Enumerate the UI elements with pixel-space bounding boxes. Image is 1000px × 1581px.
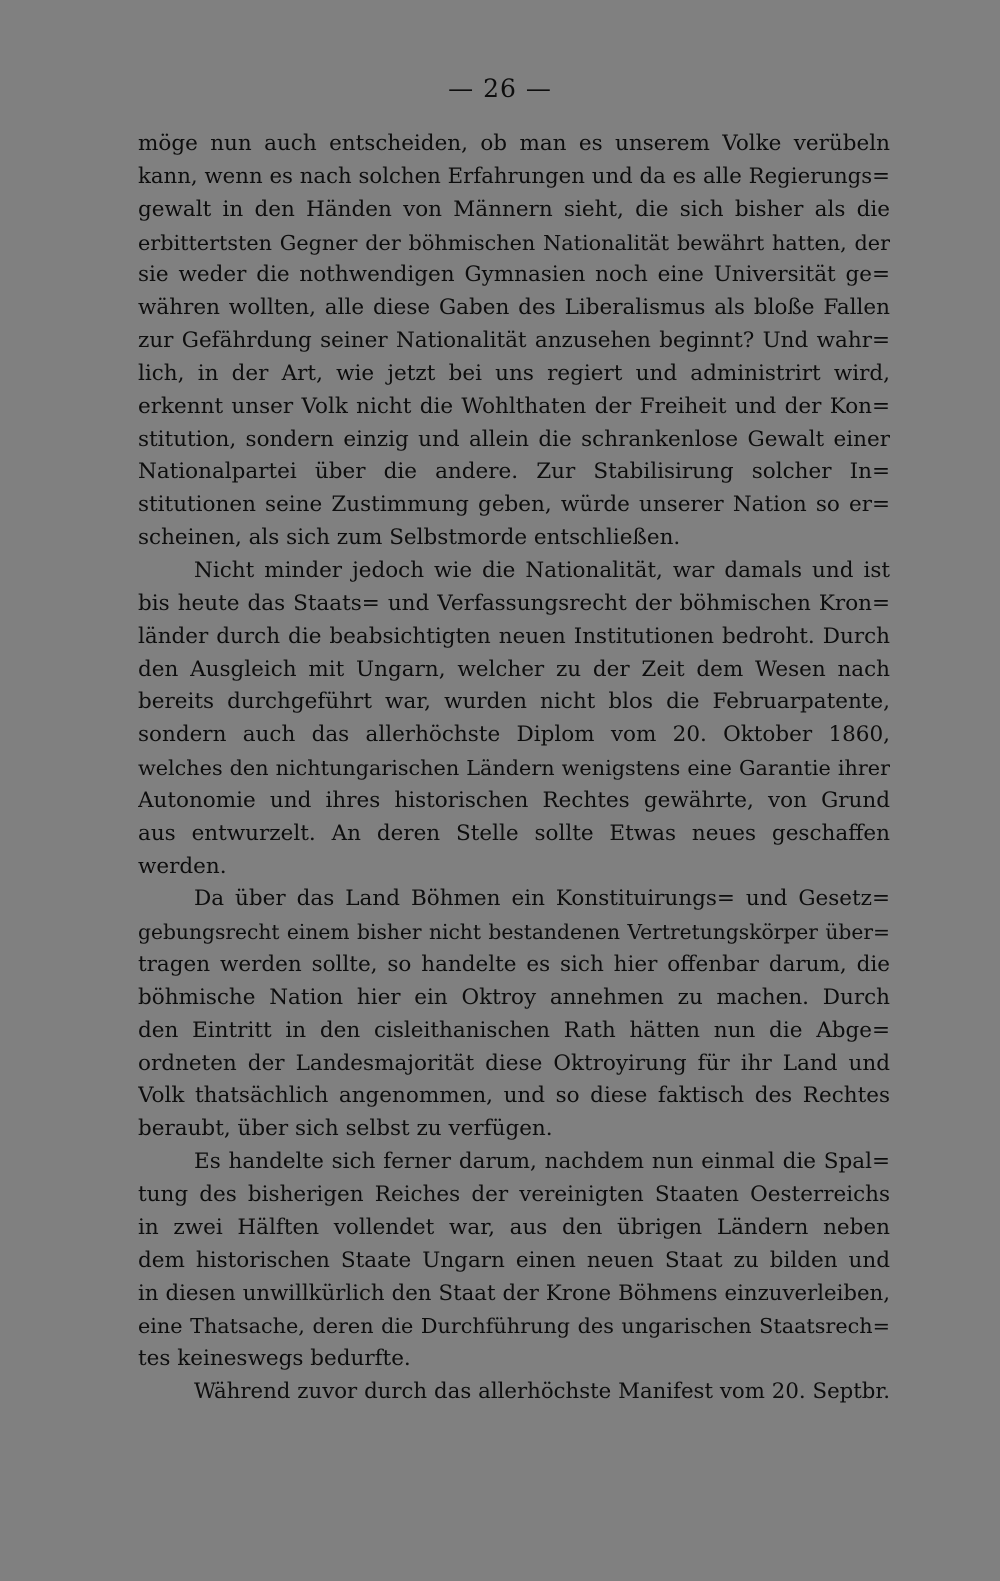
text-line: aus entwurzelt. An deren Stelle sollte Etwas neues geschaffen xyxy=(138,820,890,846)
text-line: Nationalpartei über die andere. Zur Stabilisirung solcher In= xyxy=(138,459,890,485)
text-line: sie weder die nothwendigen Gymnasien noch eine Universität ge= xyxy=(138,262,890,288)
text-line: den Eintritt in den cisleithanischen Rath hätten nun die Abge= xyxy=(138,1017,890,1043)
text-line: lich, in der Art, wie jetzt bei uns regiert und administrirt wird, xyxy=(138,360,890,386)
text-line: Autonomie und ihres historischen Rechtes gewährte, von Grund xyxy=(138,787,890,813)
text-line: erkennt unser Volk nicht die Wohlthaten der Freiheit und der Kon= xyxy=(138,393,890,419)
text-line: böhmische Nation hier ein Oktroy annehmen zu machen. Durch xyxy=(138,984,890,1010)
text-line: erbittertsten Gegner der böhmischen Nationalität bewährt hatten, der xyxy=(138,230,890,255)
text-line: gewalt in den Händen von Männern sieht, die sich bisher als die xyxy=(138,196,890,222)
text-line: ordneten der Landesmajorität diese Oktroyirung für ihr Land und xyxy=(138,1050,890,1076)
text-line: dem historischen Staate Ungarn einen neuen Staat zu bilden und xyxy=(138,1247,890,1273)
text-line: Volk thatsächlich angenommen, und so diese faktisch des Rechtes xyxy=(138,1083,890,1109)
text-line: tragen werden sollte, so handelte es sich hier offenbar darum, die xyxy=(138,952,890,978)
text-line: stitutionen seine Zustimmung geben, würde unserer Nation so er= xyxy=(138,492,890,518)
text-line: scheinen, als sich zum Selbstmorde entschließen. xyxy=(138,525,681,551)
text-line: Da über das Land Böhmen ein Konstituirungs= und Gesetz= xyxy=(194,886,890,912)
page-number: — 26 — xyxy=(448,74,552,103)
text-line: beraubt, über sich selbst zu verfügen. xyxy=(138,1116,553,1142)
text-line: bis heute das Staats= und Verfassungsrecht der böhmischen Kron= xyxy=(138,590,890,616)
text-line: bereits durchgeführt war, wurden nicht blos die Februarpatente, xyxy=(138,689,890,715)
text-line: eine Thatsache, deren die Durchführung des ungarischen Staatsrech= xyxy=(138,1314,890,1339)
text-line: Nicht minder jedoch wie die Nationalität, war damals und ist xyxy=(194,557,890,583)
text-line: sondern auch das allerhöchste Diplom vom 20. Oktober 1860, xyxy=(138,722,890,748)
text-line: werden. xyxy=(138,853,227,879)
text-line: in diesen unwillkürlich den Staat der Krone Böhmens einzuverleiben, xyxy=(138,1280,890,1306)
text-line: kann, wenn es nach solchen Erfahrungen und da es alle Regierungs= xyxy=(138,163,890,189)
text-line: tung des bisherigen Reiches der vereinigten Staaten Oesterreichs xyxy=(138,1182,890,1207)
text-line: möge nun auch entscheiden, ob man es unserem Volke verübeln xyxy=(138,131,890,156)
text-line: stitution, sondern einzig und allein die schrankenlose Gewalt einer xyxy=(138,426,890,452)
text-line: tes keineswegs bedurfte. xyxy=(138,1346,411,1372)
text-line: währen wollten, alle diese Gaben des Liberalismus als bloße Fallen xyxy=(138,295,890,321)
text-line: zur Gefährdung seiner Nationalität anzusehen beginnt? Und wahr= xyxy=(138,328,890,354)
text-line: länder durch die beabsichtigten neuen Institutionen bedroht. Durch xyxy=(138,623,890,649)
text-line: Während zuvor durch das allerhöchste Manifest vom 20. Septbr. xyxy=(194,1379,890,1405)
text-line: in zwei Hälften vollendet war, aus den übrigen Ländern neben xyxy=(138,1214,890,1240)
text-line: den Ausgleich mit Ungarn, welcher zu der Zeit dem Wesen nach xyxy=(138,656,890,682)
text-line: Es handelte sich ferner darum, nachdem nun einmal die Spal= xyxy=(194,1149,890,1175)
text-line: welches den nichtungarischen Ländern wenigstens eine Garantie ihrer xyxy=(138,756,890,781)
text-line: gebungsrecht einem bisher nicht bestandenen Vertretungskörper über= xyxy=(138,920,890,945)
body-text xyxy=(138,128,890,1409)
